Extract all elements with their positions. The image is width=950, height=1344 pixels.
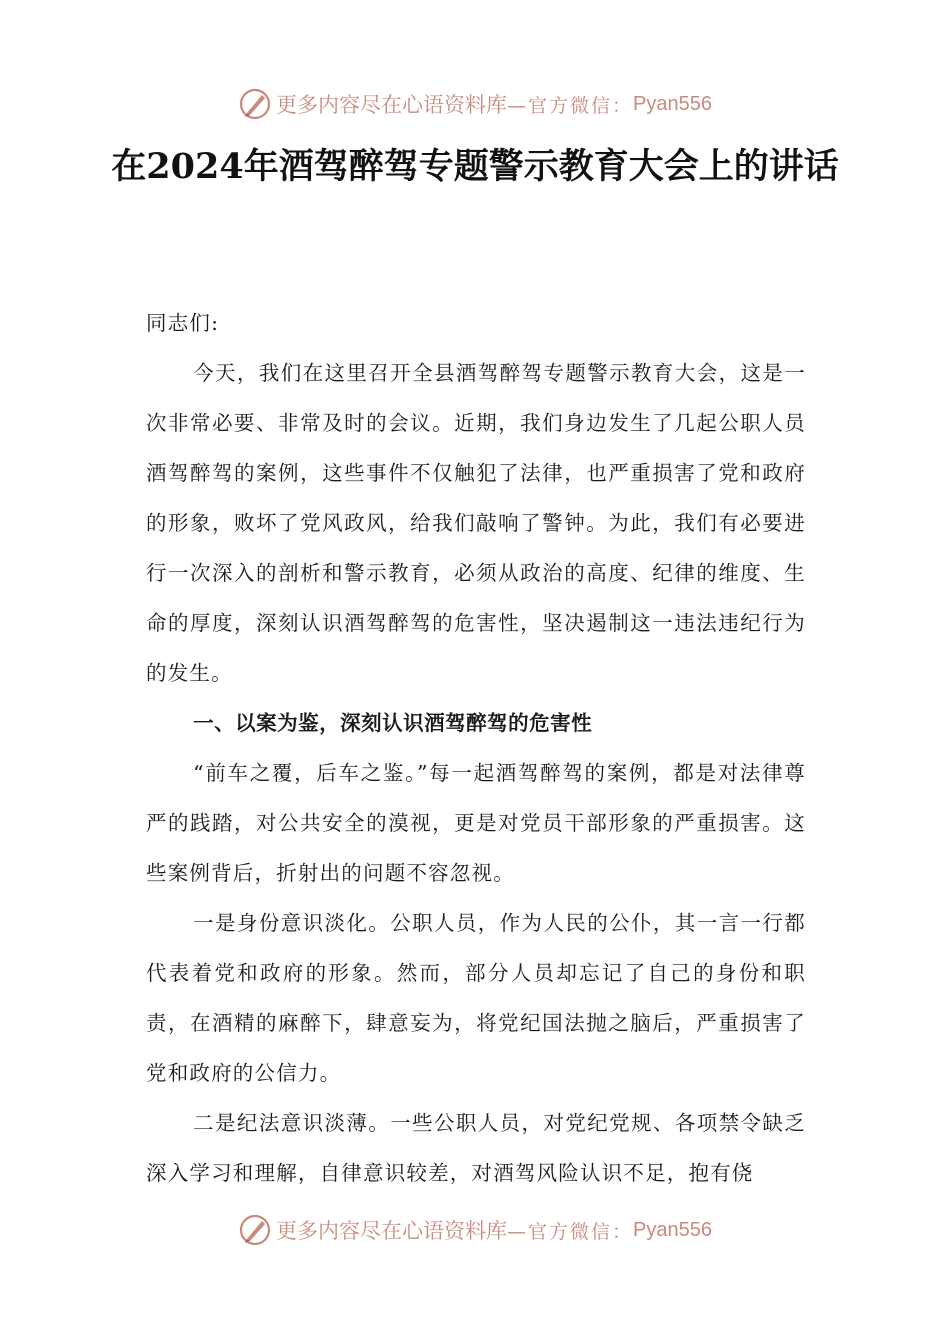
paragraph-intro: 今天，我们在这里召开全县酒驾醉驾专题警示教育大会，这是一次非常必要、非常及时的会议。近期，我们身边发生了几起公职人员酒驾醉驾的案例，这些事件不仅触犯了法律，也严重损害了党和政府的形象，败坏了党风政风，给我们敲响了警钟。为此，我们有必要进行一次深入的剖析和警示教育，必须从政治的高度、纪律的维度、生命的厚度，深刻认识酒驾醉驾的危害性，坚决遏制这一违法违纪行为的发生。 bbox=[146, 361, 806, 685]
banner-wechat-label: —官方微信： bbox=[507, 1220, 634, 1243]
paragraph-point-one: 一是身份意识淡化。公职人员，作为人民的公仆，其一言一行都代表着党和政府的形象。然而，部分人员却忘记了自己的身份和职责，在酒精的麻醉下，肆意妄为，将党纪国法抛之脑后，严重损害了党和政府的公信力。 bbox=[146, 911, 806, 1085]
banner-wechat-id: Pyan556 bbox=[633, 1218, 712, 1241]
banner-library-text: 更多内容尽在心语资料库 bbox=[276, 93, 507, 117]
pen-logo-icon bbox=[238, 87, 272, 121]
pen-logo-icon bbox=[238, 1213, 272, 1247]
banner-library-text: 更多内容尽在心语资料库 bbox=[276, 1219, 507, 1243]
section-heading: 一、以案为鉴，深刻认识酒驾醉驾的危害性 bbox=[193, 711, 593, 735]
banner-wechat-label: —官方微信： bbox=[507, 94, 634, 117]
watermark-banner-top bbox=[0, 84, 950, 124]
document-body bbox=[146, 298, 806, 1198]
banner-wechat-id: Pyan556 bbox=[633, 92, 712, 115]
salutation: 同志们: bbox=[146, 311, 220, 335]
watermark-banner-bottom bbox=[0, 1210, 950, 1250]
paragraph-quote: “前车之覆，后车之鉴。”每一起酒驾醉驾的案例，都是对法律尊严的践踏，对公共安全的漠视，更是对党员干部形象的严重损害。这些案例背后，折射出的问题不容忽视。 bbox=[146, 761, 806, 885]
document-title: 在2024年酒驾醉驾专题警示教育大会上的讲话 bbox=[111, 146, 839, 187]
paragraph-point-two: 二是纪法意识淡薄。一些公职人员，对党纪党规、各项禁令缺乏深入学习和理解，自律意识较差，对酒驾风险认识不足，抱有侥 bbox=[146, 1111, 806, 1185]
